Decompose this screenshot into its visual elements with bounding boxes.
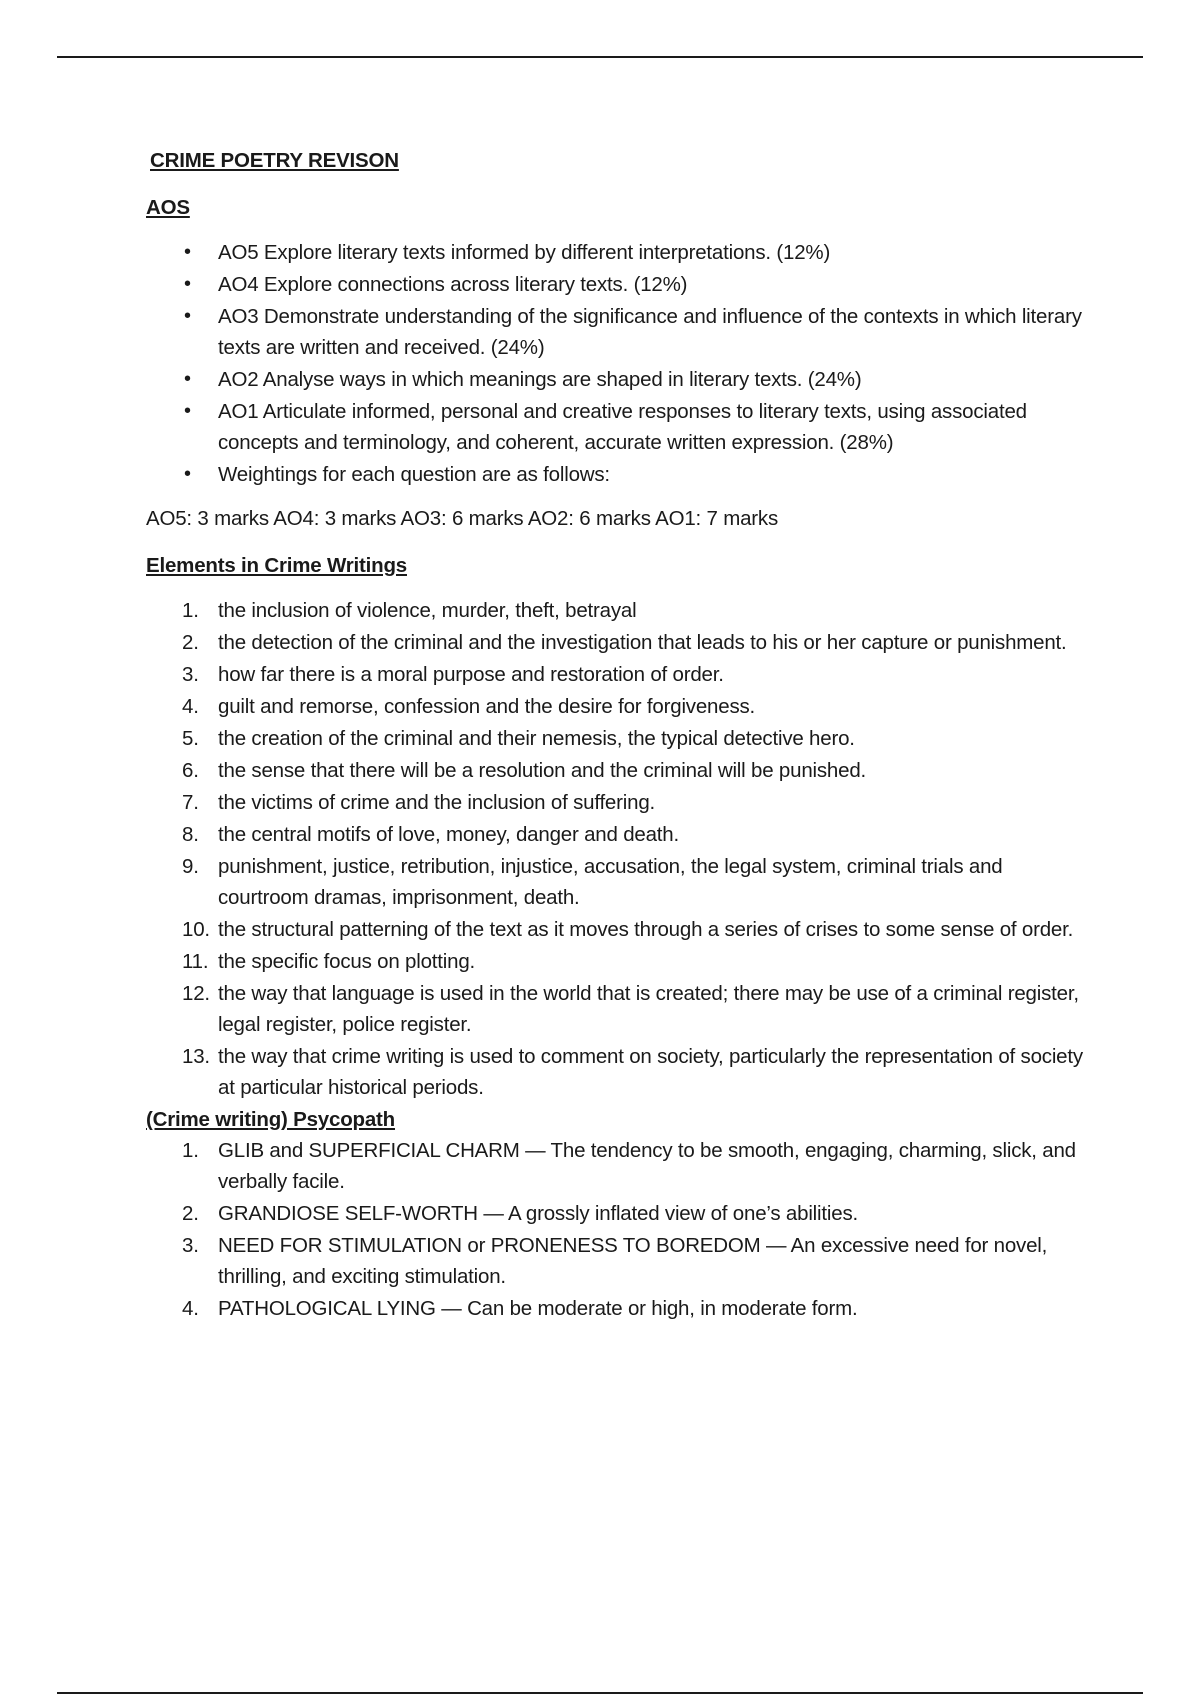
psychopath-item <box>146 1198 1096 1229</box>
item-text: the central motifs of love, money, danger and death. <box>218 823 680 846</box>
elements-item <box>146 691 1096 722</box>
item-number: 4. <box>182 1297 199 1320</box>
item-text: the sense that there will be a resolution and the criminal will be punished. <box>218 759 867 782</box>
elements-item <box>146 851 1096 913</box>
elements-list <box>146 595 1096 1103</box>
item-text: how far there is a moral purpose and restoration of order. <box>218 663 724 686</box>
document-body <box>146 145 1096 1325</box>
item-text: the specific focus on plotting. <box>218 950 476 973</box>
psychopath-item <box>146 1293 1096 1324</box>
footer-rule <box>57 1692 1143 1694</box>
weightings-line: AO5: 3 marks AO4: 3 marks AO3: 6 marks AO2: 6 marks AO1: 7 marks <box>146 507 779 530</box>
item-text: punishment, justice, retribution, injustice, accusation, the legal system, criminal trials and courtroom dramas, imprisonment, death. <box>218 855 1003 909</box>
item-text: NEED FOR STIMULATION or PRONENESS TO BOREDOM — An excessive need for novel, thrilling, and exciting stimulation. <box>218 1234 1048 1288</box>
elements-item <box>146 978 1096 1040</box>
psychopath-item <box>146 1230 1096 1292</box>
item-text: the creation of the criminal and their nemesis, the typical detective hero. <box>218 727 855 750</box>
item-text: the victims of crime and the inclusion of suffering. <box>218 791 656 814</box>
item-text: the detection of the criminal and the investigation that leads to his or her capture or punishment. <box>218 631 1067 654</box>
item-number: 10. <box>182 918 210 941</box>
elements-item <box>146 819 1096 850</box>
item-number: 4. <box>182 695 199 718</box>
item-number: 11. <box>182 950 209 973</box>
item-number: 1. <box>182 599 199 622</box>
elements-item <box>146 787 1096 818</box>
psychopath-heading: (Crime writing) Psycopath <box>146 1108 396 1131</box>
aos-item: • AO1 Articulate informed, personal and creative responses to literary texts, using associated concepts and terminology, and coherent, accurate written expression. (28%) <box>146 396 1096 458</box>
aos-list <box>146 237 1096 490</box>
elements-item <box>146 723 1096 754</box>
item-text: the inclusion of violence, murder, theft, betrayal <box>218 599 637 622</box>
item-number: 9. <box>182 855 199 878</box>
item-text: guilt and remorse, confession and the desire for forgiveness. <box>218 695 756 718</box>
elements-heading: Elements in Crime Writings <box>146 554 407 577</box>
aos-heading: AOS <box>146 196 190 219</box>
item-text: the way that language is used in the world that is created; there may be use of a criminal register, legal register, police register. <box>218 982 1079 1036</box>
item-text: the structural patterning of the text as it moves through a series of crises to some sense of order. <box>218 918 1074 941</box>
aos-item: • AO5 Explore literary texts informed by different interpretations. (12%) <box>146 237 1096 268</box>
item-number: 13. <box>182 1045 210 1068</box>
document-title: CRIME POETRY REVISON <box>150 149 399 172</box>
item-number: 6. <box>182 759 199 782</box>
elements-item <box>146 595 1096 626</box>
item-number: 8. <box>182 823 199 846</box>
item-number: 12. <box>182 982 210 1005</box>
elements-item <box>146 755 1096 786</box>
psychopath-list <box>146 1135 1096 1324</box>
item-number: 1. <box>182 1139 199 1162</box>
item-text: GRANDIOSE SELF-WORTH — A grossly inflated view of one’s abilities. <box>218 1202 858 1225</box>
aos-item: • AO4 Explore connections across literary texts. (12%) <box>146 269 1096 300</box>
item-text: PATHOLOGICAL LYING — Can be moderate or high, in moderate form. <box>218 1297 858 1320</box>
aos-item: • AO2 Analyse ways in which meanings are shaped in literary texts. (24%) <box>146 364 1096 395</box>
psychopath-item <box>146 1135 1096 1197</box>
item-text: the way that crime writing is used to comment on society, particularly the representation of society at particular historical periods. <box>218 1045 1083 1099</box>
item-number: 7. <box>182 791 199 814</box>
aos-item: • AO3 Demonstrate understanding of the significance and influence of the contexts in which literary texts are written and received. (24%) <box>146 301 1096 363</box>
item-number: 5. <box>182 727 199 750</box>
elements-item <box>146 659 1096 690</box>
item-text: GLIB and SUPERFICIAL CHARM — The tendency to be smooth, engaging, charming, slick, and verbally facile. <box>218 1139 1076 1193</box>
elements-item <box>146 627 1096 658</box>
elements-item <box>146 914 1096 945</box>
header-rule <box>57 56 1143 58</box>
elements-item <box>146 1041 1096 1103</box>
aos-item: • Weightings for each question are as follows: <box>146 459 1096 490</box>
item-number: 3. <box>182 1234 199 1257</box>
item-number: 3. <box>182 663 199 686</box>
item-number: 2. <box>182 631 199 654</box>
elements-item <box>146 946 1096 977</box>
item-number: 2. <box>182 1202 199 1225</box>
